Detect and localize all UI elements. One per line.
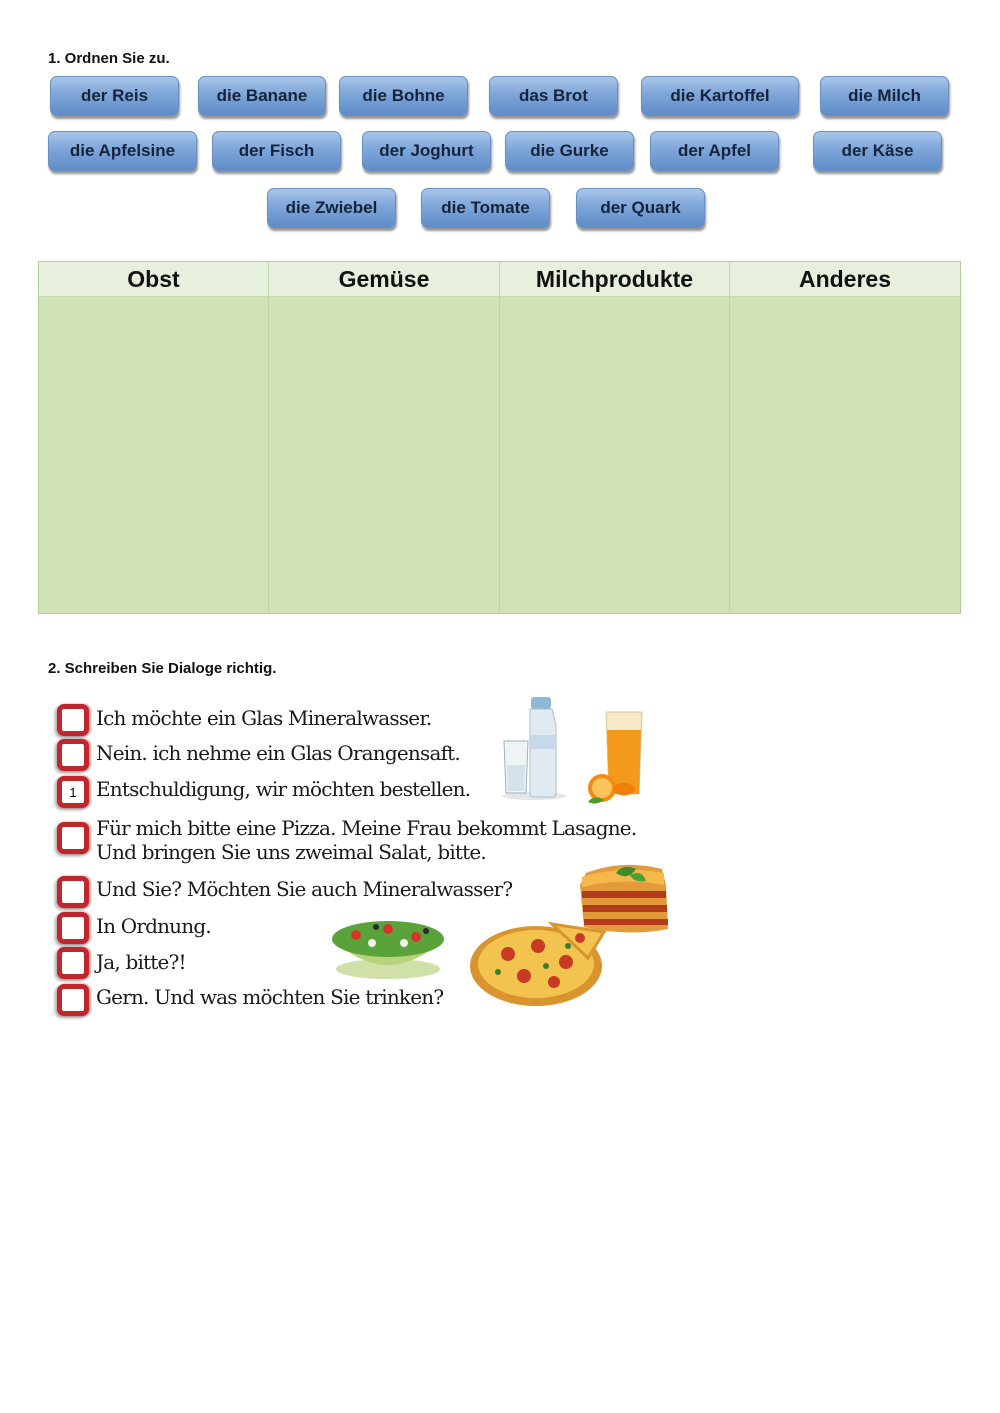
word-chip-die-banane[interactable]: die Banane — [198, 76, 326, 116]
word-chip-die-kartoffel[interactable]: die Kartoffel — [641, 76, 799, 116]
order-input-1[interactable] — [57, 704, 89, 736]
dialogue-line-4: Für mich bitte eine Pizza. Meine Frau bekommt Lasagne. — [96, 816, 637, 840]
order-field-6[interactable] — [62, 917, 84, 939]
drop-zone-milchprodukte[interactable] — [500, 297, 730, 613]
order-input-5[interactable] — [57, 876, 89, 908]
dialogue-line-5: Und Sie? Möchten Sie auch Mineralwasser? — [96, 877, 513, 901]
task1-heading: 1. Ordnen Sie zu. — [48, 50, 170, 67]
dialogue-line-8: Gern. Und was möchten Sie trinken? — [96, 985, 444, 1009]
column-header-milchprodukte: Milchprodukte — [500, 262, 730, 297]
order-input-4[interactable] — [57, 822, 89, 854]
order-input-8[interactable] — [57, 984, 89, 1016]
column-header-anderes: Anderes — [730, 262, 960, 297]
column-header-gemuese: Gemüse — [269, 262, 500, 297]
order-field-4[interactable] — [62, 827, 84, 849]
word-chip-die-bohne[interactable]: die Bohne — [339, 76, 468, 116]
word-chip-die-milch[interactable]: die Milch — [820, 76, 949, 116]
order-input-6[interactable] — [57, 912, 89, 944]
pizza-image — [468, 918, 608, 1008]
dialogue-line-6: In Ordnung. — [96, 914, 211, 938]
order-input-3[interactable] — [57, 776, 89, 808]
dialogue-line-4-continuation: Und bringen Sie uns zweimal Salat, bitte. — [96, 840, 486, 864]
water-bottle-glass-image — [498, 695, 570, 803]
order-field-3[interactable] — [62, 781, 84, 803]
order-field-2[interactable] — [62, 744, 84, 766]
order-input-2[interactable] — [57, 739, 89, 771]
word-chip-die-apfelsine[interactable]: die Apfelsine — [48, 131, 197, 171]
dialogue-line-3: Entschuldigung, wir möchten bestellen. — [96, 777, 471, 801]
drop-zone-anderes[interactable] — [730, 297, 960, 613]
dialogue-line-2: Nein. ich nehme ein Glas Orangensaft. — [96, 741, 460, 765]
order-input-7[interactable] — [57, 947, 89, 979]
column-header-obst: Obst — [39, 262, 269, 297]
word-chip-der-quark[interactable]: der Quark — [576, 188, 705, 228]
word-chip-die-zwiebel[interactable]: die Zwiebel — [267, 188, 396, 228]
word-chip-der-apfel[interactable]: der Apfel — [650, 131, 779, 171]
word-chip-die-tomate[interactable]: die Tomate — [421, 188, 550, 228]
drop-zone-gemuese[interactable] — [269, 297, 500, 613]
order-field-1[interactable] — [62, 709, 84, 731]
word-chip-der-kaese[interactable]: der Käse — [813, 131, 942, 171]
word-chip-die-gurke[interactable]: die Gurke — [505, 131, 634, 171]
order-field-7[interactable] — [62, 952, 84, 974]
drop-zone-obst[interactable] — [39, 297, 269, 613]
sorting-table — [38, 261, 961, 614]
word-chip-der-fisch[interactable]: der Fisch — [212, 131, 341, 171]
order-field-8[interactable] — [62, 989, 84, 1011]
dialogue-line-1: Ich möchte ein Glas Mineralwasser. — [96, 706, 432, 730]
word-chip-der-reis[interactable]: der Reis — [50, 76, 179, 116]
orange-juice-image — [584, 708, 650, 808]
word-chip-der-joghurt[interactable]: der Joghurt — [362, 131, 491, 171]
salad-bowl-image — [326, 905, 450, 981]
dialogue-line-7: Ja, bitte?! — [96, 950, 186, 974]
word-chip-das-brot[interactable]: das Brot — [489, 76, 618, 116]
order-field-5[interactable] — [62, 881, 84, 903]
task2-heading: 2. Schreiben Sie Dialoge richtig. — [48, 660, 277, 677]
